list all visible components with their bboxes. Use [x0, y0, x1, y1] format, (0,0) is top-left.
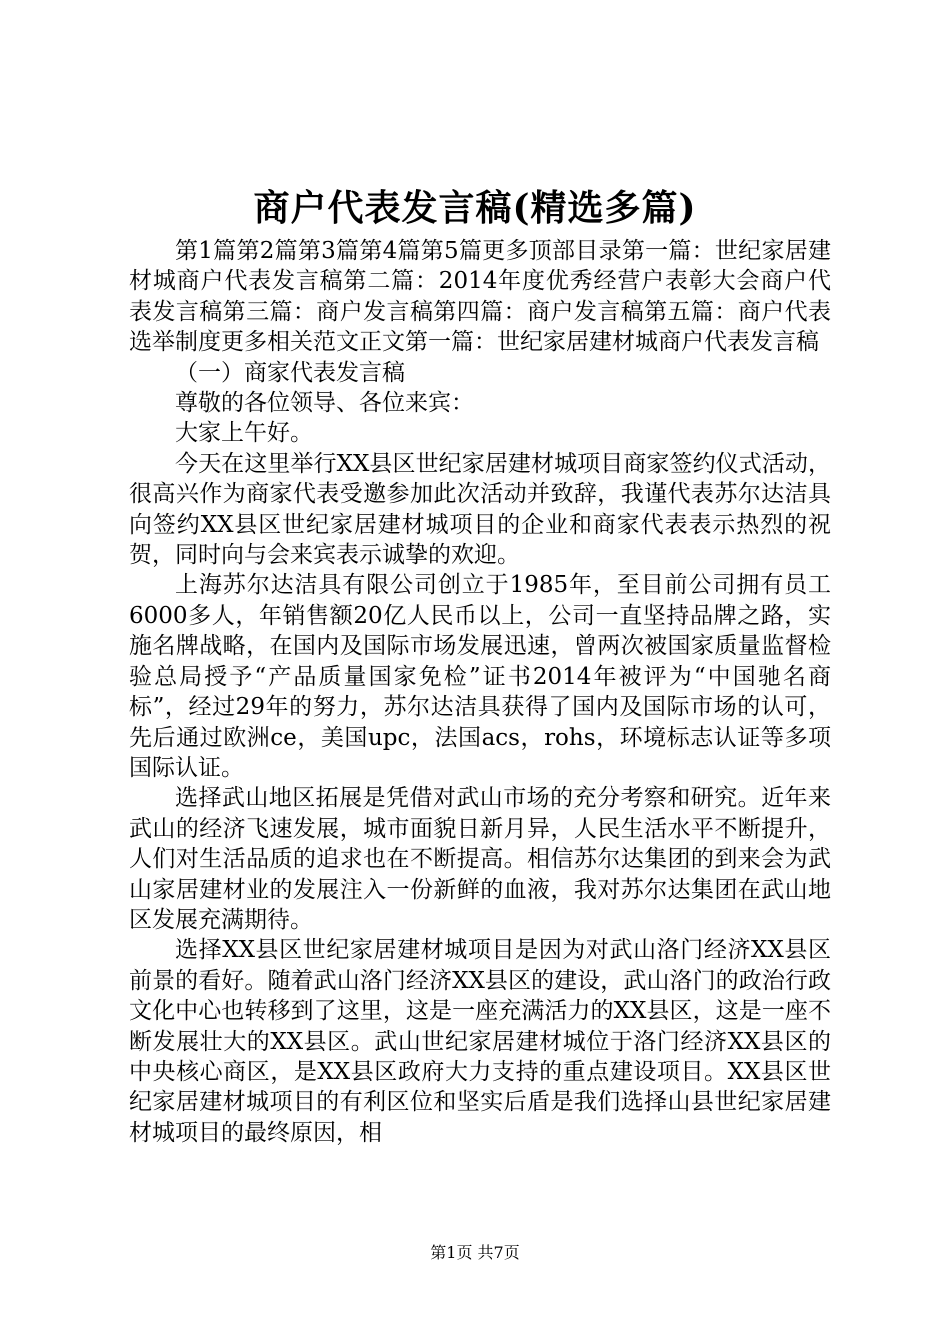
paragraph-body: 选择XX县区世纪家居建材城项目是因为对武山洛门经济XX县区前景的看好。随着武山洛门经济XX县区的建设，武山洛门的政治行政文化中心也转移到了这里，这是一座充满活力的XX县区，这是一座不断发展壮大的XX县区。武山世纪家居建材城位于洛门经济XX县区的中央核心商区，是XX县区政府大力支持的重点建设项目。XX县区世纪家居建材城项目的有利区位和坚实后盾是我们选择山县世纪家居建材城项目的最终原因，相 [129, 937, 831, 1146]
paragraph-greeting: 大家上午好。 [175, 420, 313, 447]
paragraph-body: 今天在这里举行XX县区世纪家居建材城项目商家签约仪式活动，很高兴作为商家代表受邀参加此次活动并致辞，我谨代表苏尔达洁具向签约XX县区世纪家居建材城项目的企业和商家代表表示热烈的祝贺，同时向与会来宾表示诚挚的欢迎。 [129, 450, 831, 569]
paragraph-body: 上海苏尔达洁具有限公司创立于1985年，至目前公司拥有员工6000多人，年销售额20亿人民币以上，公司一直坚持品牌之路，实施名牌战略，在国内及国际市场发展迅速，曾两次被国家质量监督检验总局授予“产品质量国家免检”证书2014年被评为“中国驰名商标”，经过29年的努力，苏尔达洁具获得了国内及国际市场的认可，先后通过欧洲ce，美国upc，法国acs，rohs，环境标志认证等多项国际认证。 [129, 572, 831, 781]
paragraph-body: 选择武山地区拓展是凭借对武山市场的充分考察和研究。近年来武山的经济飞速发展，城市面貌日新月异，人民生活水平不断提升，人们对生活品质的追求也在不断提高。相信苏尔达集团的到来会为武山家居建材业的发展注入一份新鲜的血液，我对苏尔达集团在武山地区发展充满期待。 [129, 785, 831, 933]
paragraph-salutation: 尊敬的各位领导、各位来宾： [175, 390, 474, 417]
document-body [129, 236, 831, 1148]
paragraph-section-heading: （一）商家代表发言稿 [175, 359, 405, 386]
page-number-footer: 第1页 共7页 [430, 1243, 520, 1262]
paragraph-toc: 第1篇第2篇第3篇第4篇第5篇更多顶部目录第一篇：世纪家居建材城商户代表发言稿第二篇：2014年度优秀经营户表彰大会商户代表发言稿第三篇：商户发言稿第四篇：商户发言稿第五篇：商户代表选举制度更多相关范文正文第一篇：世纪家居建材城商户代表发言稿 [129, 238, 831, 356]
document-title: 商户代表发言稿(精选多篇) [253, 187, 697, 229]
